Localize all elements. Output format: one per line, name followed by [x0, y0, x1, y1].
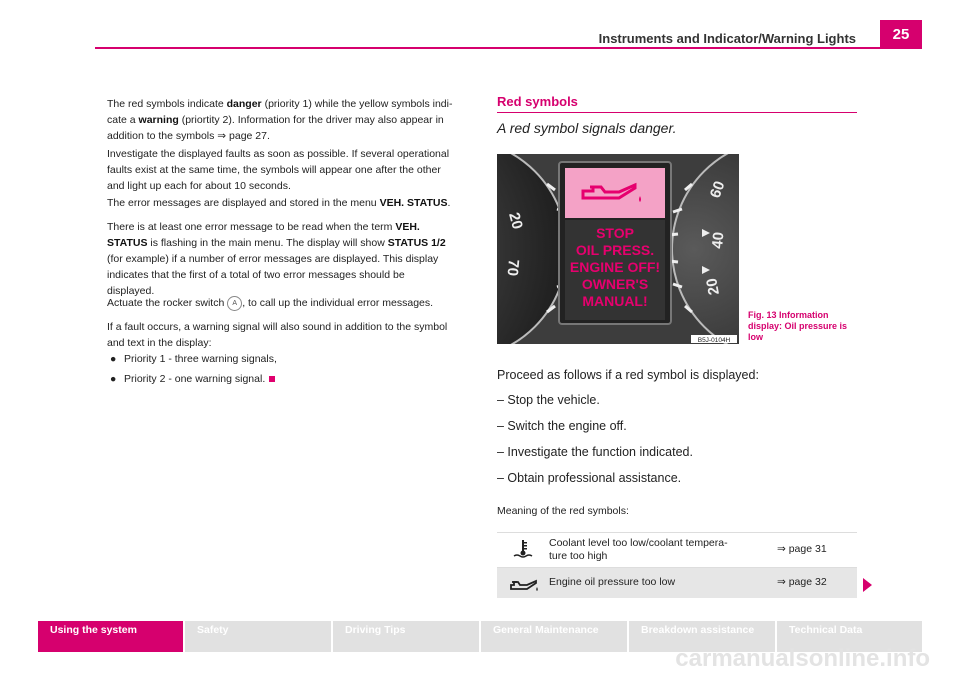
table-row [497, 567, 857, 598]
paragraph-warning-signal [107, 319, 467, 351]
paragraph-veh-status-menu [107, 195, 467, 211]
bold-warning: warning [138, 114, 179, 126]
bullet-text: Priority 2 - one warning signal. [124, 373, 266, 385]
text: . [447, 197, 451, 209]
gauge-label: 20 [505, 210, 526, 232]
text: Fig. 13 Information [748, 310, 829, 320]
text: displayed. [107, 285, 155, 297]
display-line: ENGINE OFF! [569, 259, 661, 275]
gauge-label: 60 [706, 178, 729, 201]
text: Engine oil pressure too low [549, 576, 676, 588]
page-number-tab: 25 [880, 20, 922, 48]
display-line: STOP [596, 225, 634, 241]
text: Investigate the displayed faults as soon as possible. If several operational [107, 148, 450, 160]
paragraph-error-message-flashing [107, 219, 467, 299]
text: If a fault occurs, a warning signal will also sound in addition to the symbol [107, 321, 448, 333]
tab-general-maintenance[interactable]: General Maintenance [481, 621, 627, 652]
text: and light up each for about 10 seconds. [107, 180, 291, 192]
instrument-cluster-illustration [497, 154, 739, 344]
text: The red symbols indicate [107, 98, 227, 110]
rocker-switch-a-symbol: A [227, 296, 242, 311]
text: Actuate the rocker switch [107, 297, 228, 309]
next-page-arrow-icon[interactable] [863, 578, 872, 592]
text: Coolant level too low/coolant tempera- [549, 537, 728, 549]
table-desc [549, 537, 759, 563]
procedure-intro: Proceed as follows if a red symbol is displayed: [497, 368, 759, 382]
watermark: carmanualsonline.info [675, 645, 930, 672]
text: ture too high [549, 550, 608, 562]
text: (for example) if a number of error messages are displayed. This display [107, 253, 439, 265]
display-line: MANUAL! [582, 293, 648, 309]
table-intro: Meaning of the red symbols: [497, 505, 629, 517]
running-header-title: Instruments and Indicator/Warning Lights [598, 31, 856, 46]
coolant-icon [507, 539, 539, 559]
paragraph-rocker-switch [107, 295, 467, 311]
header-rule [95, 47, 922, 49]
procedure-step: – Stop the vehicle. [497, 393, 600, 407]
figure-caption [748, 310, 858, 343]
page-ref-link[interactable]: ⇒ page 32 [777, 576, 827, 588]
section-title: Red symbols [497, 94, 578, 109]
red-symbols-table [497, 532, 857, 598]
text: low [748, 332, 763, 342]
section-rule [497, 112, 857, 113]
procedure-step: – Switch the engine off. [497, 419, 627, 433]
bullet-text: Priority 1 - three warning signals, [124, 353, 277, 365]
text: is flashing in the main menu. The display will show [147, 237, 388, 249]
bullet-icon: ● [110, 353, 117, 365]
section-subtitle: A red symbol signals danger. [497, 120, 677, 136]
text: , to call up the individual error messages. [242, 297, 434, 309]
bold-status-1-2: STATUS 1/2 [387, 237, 446, 249]
oil-can-icon [507, 574, 539, 594]
tab-driving-tips[interactable]: Driving Tips [333, 621, 479, 652]
procedure-step: – Investigate the function indicated. [497, 445, 693, 459]
bullet-item [110, 353, 460, 365]
text: indicates that the first of a total of two error messages should be [107, 269, 405, 281]
display-line: OWNER'S [581, 276, 649, 292]
figure-code: B5J-0104H [697, 337, 731, 344]
gauge-label: 40 [709, 231, 728, 250]
paragraph-investigate-faults [107, 146, 467, 194]
text: cate a [107, 114, 139, 126]
tab-technical-data[interactable]: Technical Data [777, 621, 922, 652]
text: faults exist at the same time, the symbols will appear one after the other [107, 164, 441, 176]
page-ref-link[interactable]: addition to the symbols ⇒ page 27. [107, 130, 270, 142]
display-line: OIL PRESS. [575, 242, 655, 258]
procedure-step: – Obtain professional assistance. [497, 471, 682, 485]
figure-information-display [497, 154, 739, 344]
text: The error messages are displayed and stored in the menu [107, 197, 380, 209]
bold-veh: VEH. [395, 221, 420, 233]
tab-using-the-system[interactable]: Using the system [38, 621, 183, 652]
text: There is at least one error message to be read when the term [107, 221, 396, 233]
bold-danger: danger [226, 98, 262, 110]
gauge-label: 70 [503, 258, 522, 277]
text: display: Oil pressure is [748, 321, 848, 331]
page-ref-link[interactable]: ⇒ page 31 [777, 543, 827, 555]
bold-veh-status: VEH. STATUS [379, 197, 448, 209]
bold-status: STATUS [107, 237, 148, 249]
table-desc [549, 576, 759, 589]
bullet-icon: ● [110, 373, 117, 385]
end-of-section-icon [269, 376, 275, 382]
text: (priority 1) while the yellow symbols indi- [261, 98, 453, 110]
tab-safety[interactable]: Safety [185, 621, 331, 652]
bullet-item [110, 373, 460, 385]
gauge-label: 20 [703, 276, 723, 297]
tab-breakdown-assistance[interactable]: Breakdown assistance [629, 621, 775, 652]
paragraph-red-yellow-symbols [107, 96, 467, 144]
table-row [497, 532, 857, 567]
text: and text in the display: [107, 337, 212, 349]
text: (priortity 2). Information for the driver may also appear in [178, 114, 444, 126]
